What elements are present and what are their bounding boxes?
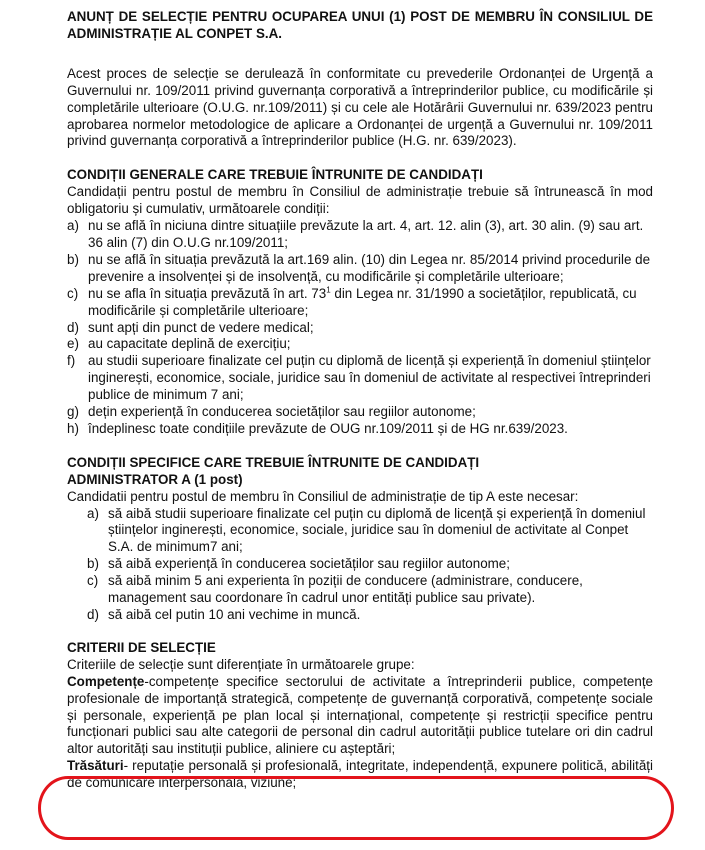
specific-conditions-heading: CONDIȚII SPECIFICE CARE TREBUIE ÎNTRUNITE DE CANDIDAȚI [67,454,480,470]
list-item-text-cont: din Legea nr. 31/1990 a societăților, republicată, cu modificările și completările ulterioare; [88,285,637,318]
list-item [87,556,653,573]
general-conditions-heading: CONDIȚII GENERALE CARE TREBUIE ÎNTRUNITE DE CANDIDAȚI [67,167,483,183]
competente-paragraph [67,674,653,759]
list-item-label: e) [67,336,79,352]
trasaturi-text: - reputație personală și profesională, integritate, independență, expunere politică, abilități de comunicare interpersonală, viziune; [67,758,653,791]
list-item [67,404,653,421]
list-item-text: dețin experiență în conducerea societăților sau regiilor autonome; [88,404,476,420]
trasaturi-paragraph [67,758,653,792]
list-item [67,421,653,438]
specific-conditions-list [87,506,653,624]
general-conditions-list [67,218,653,438]
list-item-text: să aibă studii superioare finalizate cel puțin cu diplomă de licență și experiență în domeniul științelor inginerești, economice, sociale, juridice sau în domeniul de activitate al Conpet S.A. de minimum7 ani; [108,505,646,555]
list-item-text: au studii superioare finalizate cel puțin cu diplomă de licență și experiență în domeniul științelor inginerești, economice, sociale, juridice sau în domeniul de activitate al respectivei întreprinderi publice de minimum 7 ani; [88,353,651,403]
competente-text: -competențe specifice sectorului de activitate a întreprinderii publice, competențe profesionale de importanță strategică, competențe de guvernanță corporativă, competențe sociale și personale, experiență pe plan local și internațional, competențe și restricții specifice pentru funcționari publici sau alte categorii de personal din cadrul autorității publice tutelare ori din cadrul altor autorități sau instituții publice, aliniere cu așteptări; [67,673,653,757]
list-item-text: au capacitate deplină de exercițiu; [88,336,291,352]
specific-conditions-lead: Candidatii pentru postul de membru în Consiliul de administrație de tip A este necesar: [67,488,579,504]
intro-paragraph: Acest proces de selecție se derulează în conformitate cu prevederile Ordonanței de Urgență a Guvernului nr. 109/2011 privind guvernanța corporativă a întreprinderilor publice, cu modificările și completările ulterioare (O.U.G. nr.109/2011) și cu cele ale Hotărârii Guvernului nr. 639/2023 pentru aprobarea normelor metodologice de aplicare a Ordonanței de urgență a Guvernului nr. 109/2011 privind guvernanța corporativă a întreprinderilor publice (H.G. nr. 639/2023). [67,65,653,149]
list-item-label: b) [87,556,99,572]
footnote-superscript: 1 [326,285,331,295]
list-item-label: b) [67,251,79,267]
list-item-label: f) [67,353,76,369]
selection-criteria-lead: Criteriile de selecție sunt diferențiate în următoarele grupe: [67,656,415,672]
specific-conditions-subheading: ADMINISTRATOR A (1 post) [67,471,243,487]
list-item-text: să aibă minim 5 ani experienta în poziții de conducere (administrare, conducere, management sau coordonare în cadrul unor entități publice sau private). [108,573,583,606]
page-title: ANUNȚ DE SELECȚIE PENTRU OCUPAREA UNUI (1) POST DE MEMBRU ÎN CONSILIUL DE ADMINISTRAȚIE AL CONPET S.A. [67,9,653,41]
list-item [67,252,653,286]
list-item [87,607,653,624]
list-item [67,320,653,337]
list-item-label: d) [87,607,99,622]
document [67,9,653,792]
list-item-label: d) [67,319,79,335]
list-item-text: nu se afla în situația prevăzută în art. 73 [88,285,327,301]
list-item [67,353,653,404]
list-item [67,336,653,353]
list-item-text: sunt apți din punct de vedere medical; [88,319,314,335]
list-item-text: să aibă cel putin 10 ani vechime in muncă. [108,607,361,622]
general-conditions-lead: Candidații pentru postul de membru în Consiliul de administrație trebuie să întrunească în mod obligatoriu și cumulativ, următoarele condiții: [67,184,653,217]
list-item [67,286,653,320]
list-item-label: a) [67,218,79,234]
list-item-text: să aibă experiență în conducerea societăților sau regiilor autonome; [108,556,510,572]
list-item-text: nu se află în situația prevăzută la art.169 alin. (10) din Legea nr. 85/2014 privind procedurile de prevenire a insolvenței și de insolvență, cu modificările și completările ulterioare; [88,251,651,284]
list-item-label: c) [87,573,99,589]
selection-criteria-heading: CRITERII DE SELECȚIE [67,639,216,655]
list-item-label: h) [67,420,79,436]
trasaturi-label: Trăsături [67,758,124,774]
list-item-text: îndeplinesc toate condițiile prevăzute de OUG nr.109/2011 și de HG nr.639/2023. [88,420,568,436]
list-item [67,218,653,252]
list-item-text: nu se află în niciuna dintre situațiile prevăzute la art. 4, art. 12. alin (3), art. 30 alin. (9) sau art. 36 alin (7) din O.U.G nr.109/2011; [88,218,644,250]
competente-label: Competențe [67,673,145,689]
list-item-label: a) [87,505,99,521]
list-item [87,573,653,607]
list-item-label: g) [67,404,79,420]
list-item-label: c) [67,285,79,301]
list-item [87,506,653,557]
